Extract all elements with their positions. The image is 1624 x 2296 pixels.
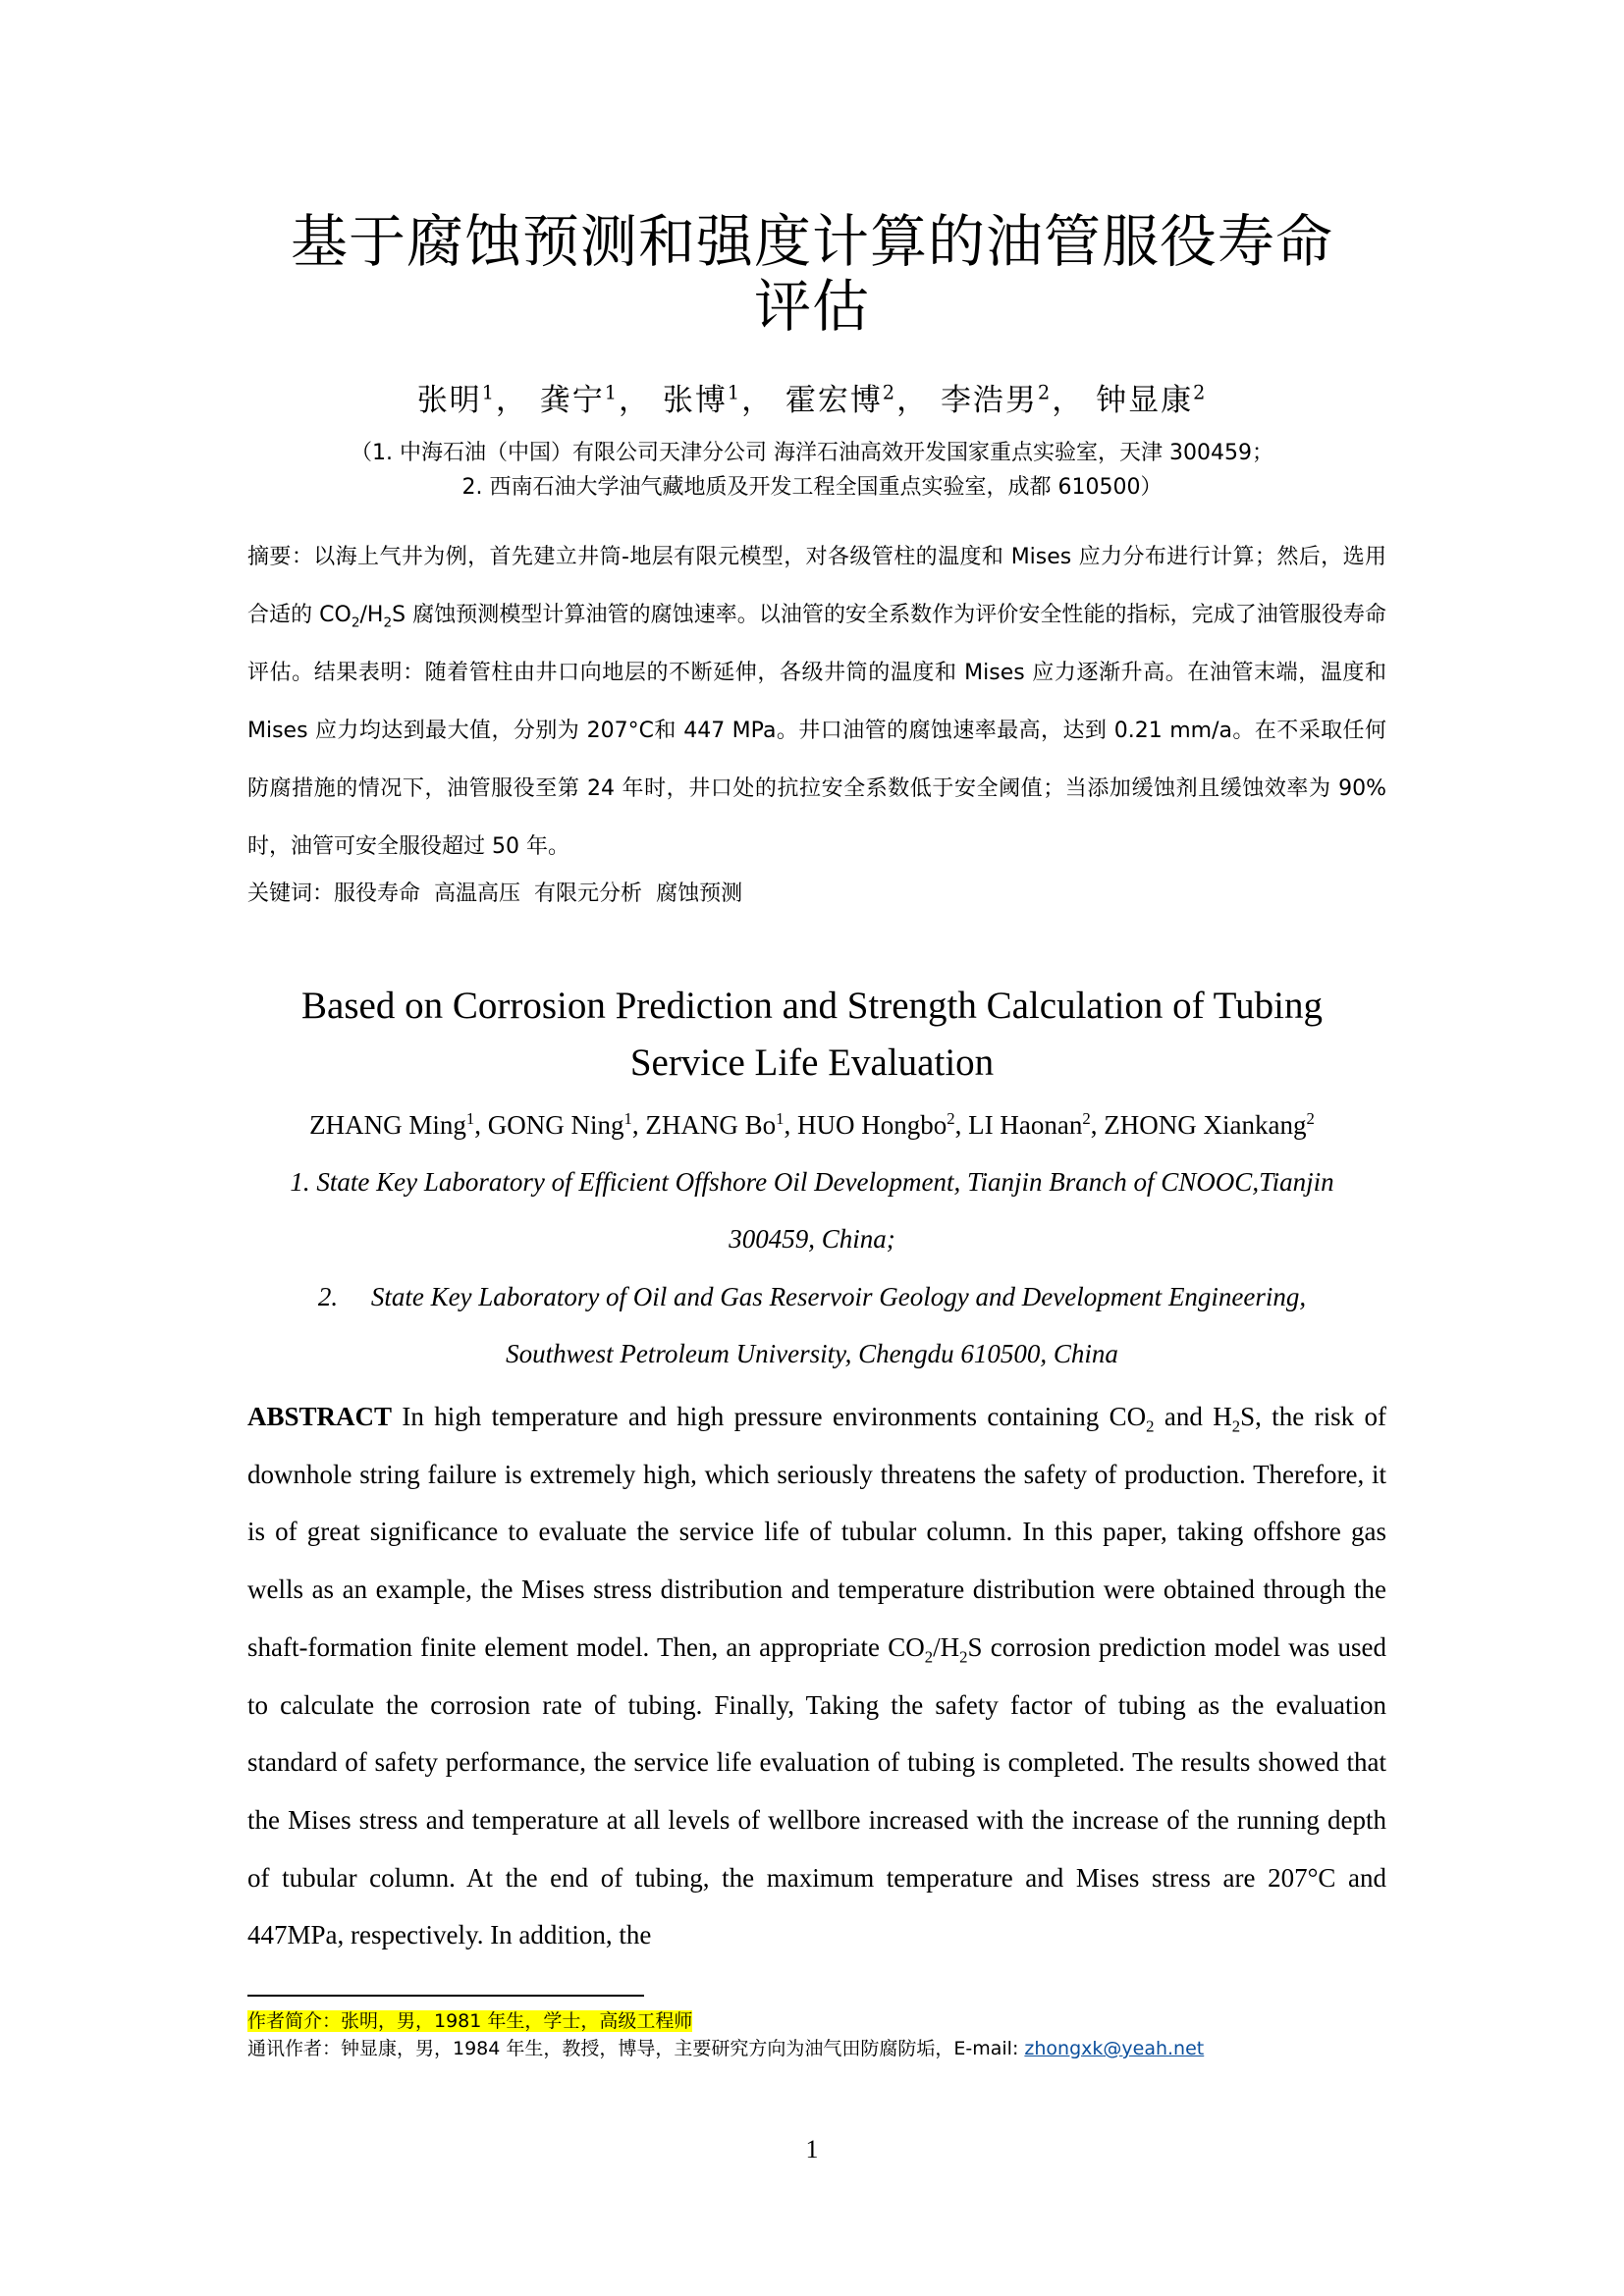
affiliation-cn-1: （1. 中海石油（中国）有限公司天津分公司 海洋石油高效开发国家重点实验室，天津 300459； (351, 441, 1273, 465)
author-en: ZHANG Bo$^1$ (645, 1109, 785, 1140)
affiliation-en-1a: 1. State Key Laboratory of Efficient Offshore Oil Development, Tianjin Branch of CNOOC,Tianjin (290, 1167, 1334, 1197)
author-en: GONG Ning$^1$ (487, 1109, 632, 1140)
author-cn: 张博$^1$ (662, 381, 742, 418)
author-cn: 李浩男$^2$ (941, 381, 1053, 418)
abstract-en-label: ABSTRACT (247, 1402, 393, 1431)
title-english-line-1: Based on Corrosion Prediction and Strength Calculation of Tubing (301, 985, 1323, 1027)
affiliation-en-1b: 300459, China; (729, 1224, 895, 1254)
keyword: 高温高压 (434, 881, 521, 906)
title-chinese (196, 209, 1428, 339)
author-cn: 霍宏博$^2$ (785, 381, 897, 418)
title-english-line-2: Service Life Evaluation (629, 1041, 995, 1084)
author-en: ZHANG Ming$^1$ (309, 1109, 475, 1140)
title-chinese-line-1: 基于腐蚀预测和强度计算的油管服役寿命 (290, 208, 1333, 275)
affiliation-en-2b: Southwest Petroleum University, Chengdu 610500, China (506, 1339, 1118, 1368)
keyword: 服役寿命 (334, 881, 421, 906)
affiliation-en-2a: 2. State Key Laboratory of Oil and Gas Reservoir Geology and Development Engineering, (317, 1282, 1307, 1311)
author-en: LI Haonan$^2$ (968, 1109, 1091, 1140)
footnote-highlight: 作者简介：张明，男，1981 年生，学士，高级工程师 (247, 2010, 693, 2032)
footnote-author-bio (247, 2008, 1386, 2034)
abstract-english: ABSTRACT In high temperature and high pressure environments containing $CO_2$ and $H_2S$, the risk of downhole string failure is extremely high, which seriously threatens the safety of production. Therefore, it is of great significance to evaluate the service life of tubular column. In this paper, taking offshore gas wells as an example, the Mises stress distribution and temperature distribution were obtained through the shaft-formation finite element model. Then, an appropriate $CO_2/H_2S$ corrosion prediction model was used to calculate the corrosion rate of tubing. Finally, Taking the safety factor of tubing as the evaluation standard of safety performance, the service life evaluation of tubing is completed. The results showed that the Mises stress and temperature at all levels of wellbore increased with the increase of the running depth of tubular column. At the end of tubing, the maximum temperature and Mises stress are 207°C and 447MPa, respectively. In addition, the (247, 1402, 1386, 1950)
author-en: HUO Hongbo$^2$ (797, 1109, 955, 1140)
email-link[interactable]: zhongxk@yeah.net (1024, 2038, 1205, 2059)
keywords-label: 关键词： (247, 881, 335, 906)
abstract-chinese: 摘要：以海上气井为例，首先建立井筒-地层有限元模型，对各级管柱的温度和 Mises 应力分布进行计算；然后，选用合适的 $CO_2/H_2S$ 腐蚀预测模型计算油管的腐蚀速率。以油管的安全系数作为评价安全性能的指标，完成了油管服役寿命评估。结果表明：随着管柱由井口向地层的不断延伸，各级井筒的温度和 Mises 应力逐渐升高。在油管末端，温度和 Mises 应力均达到最大值，分别为 207°C和 447 MPa。井口油管的腐蚀速率最高，达到 0.21 mm/a。在不采取任何防腐措施的情况下，油管服役至第 24 年时，井口处的抗拉安全系数低于安全阈值；当添加缓蚀剂且缓蚀效率为 90%时，油管可安全服役超过 50 年。 (247, 545, 1386, 859)
footnote-corresponding-author: 通讯作者：钟显康，男，1984 年生，教授，博导，主要研究方向为油气田防腐防垢，E-mail: zhongxk@yeah.net (247, 2038, 1205, 2059)
authors-english: ZHANG Ming$^1$, GONG Ning$^1$, ZHANG Bo$^1$, HUO Hongbo$^2$, LI Haonan$^2$, ZHONG Xiankang$^2$ (309, 1109, 1315, 1140)
keyword: 有限元分析 (534, 881, 643, 906)
title-chinese-line-2: 评估 (753, 273, 870, 340)
abstract-cn-label: 摘要： (247, 545, 314, 569)
author-cn: 钟显康$^2$ (1096, 381, 1208, 418)
authors-chinese: 张明$^1$， 龚宁$^1$， 张博$^1$， 霍宏博$^2$， 李浩男$^2$， 钟显康$^2$ (416, 381, 1208, 418)
author-en: ZHONG Xiankang$^2$ (1104, 1109, 1315, 1140)
footnote-separator (247, 1995, 644, 1997)
keyword: 腐蚀预测 (656, 881, 743, 906)
author-cn: 张明$^1$ (416, 381, 496, 418)
affiliation-cn-2: 2. 西南石油大学油气藏地质及开发工程全国重点实验室，成都 610500） (461, 475, 1163, 500)
page-number: 1 (805, 2135, 819, 2163)
author-cn: 龚宁$^1$ (539, 381, 619, 418)
title-english (226, 978, 1398, 1092)
keywords-chinese (247, 877, 1386, 912)
affiliation-en-2-number: 2. (317, 1282, 339, 1311)
